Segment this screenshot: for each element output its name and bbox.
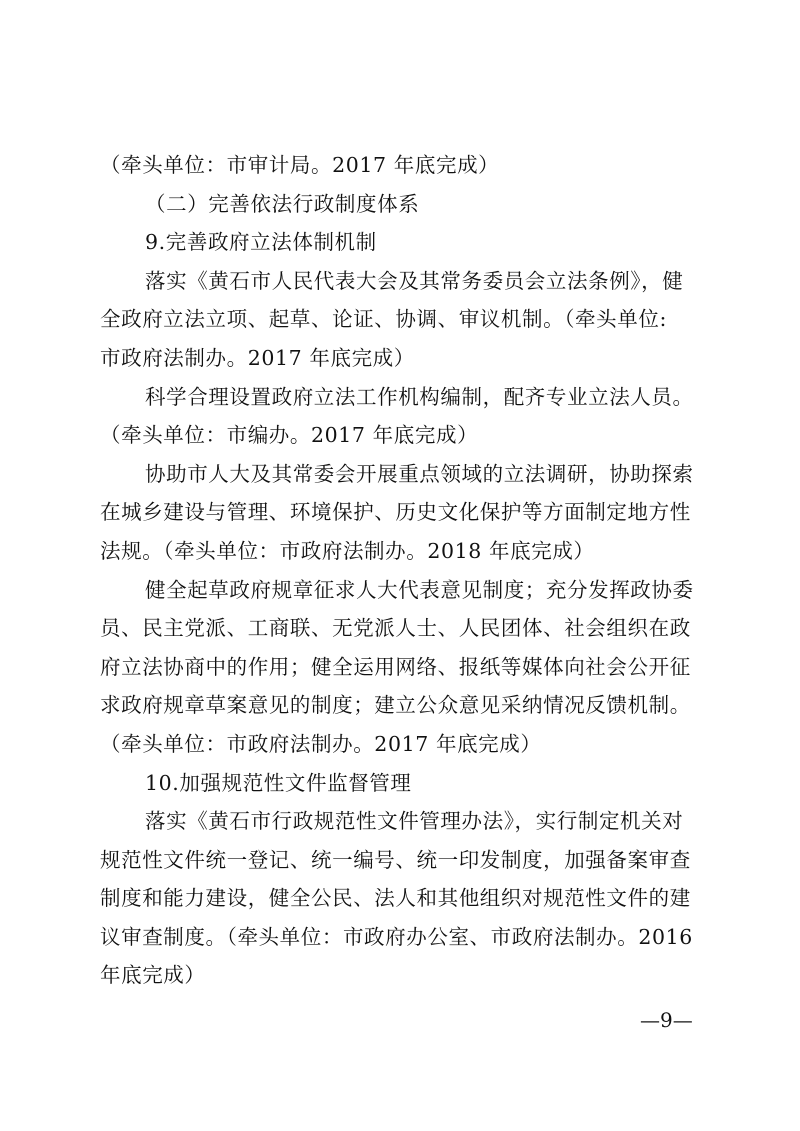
text-line: 在城乡建设与管理、环境保护、历史文化保护等方面制定地方性	[100, 500, 691, 525]
text-line: 议审查制度。（牵头单位：市政府办公室、市政府法制办。2016	[100, 924, 693, 949]
subsection-heading: 9.完善政府立法体制机制	[145, 230, 377, 255]
text-line: 求政府规章草案意见的制度；建立公众意见采纳情况反馈机制。	[100, 693, 691, 718]
page-number: —9—	[640, 1008, 693, 1032]
text-line: 协助市人大及其常委会开展重点领域的立法调研，协助探索	[145, 461, 694, 486]
text-line: 健全起草政府规章征求人大代表意见制度；充分发挥政协委	[145, 577, 694, 602]
text-line: 落实《黄石市人民代表大会及其常务委员会立法条例》，健	[145, 268, 684, 293]
text-line: 府立法协商中的作用；健全运用网络、报纸等媒体向社会公开征	[100, 654, 691, 679]
text-line: 法规。（牵头单位：市政府法制办。2018 年底完成）	[100, 538, 595, 563]
text-line: （牵头单位：市政府法制办。2017 年底完成）	[100, 731, 542, 756]
text-line: 员、民主党派、工商联、无党派人士、人民团体、社会组织在政	[100, 616, 691, 641]
text-line: 落实《黄石市行政规范性文件管理办法》，实行制定机关对	[145, 809, 684, 834]
subsection-heading: 10.加强规范性文件监督管理	[145, 770, 412, 795]
document-body	[100, 146, 698, 995]
text-line: 市政府法制办。2017 年底完成）	[100, 345, 415, 370]
text-line: 全政府立法立项、起草、论证、协调、审议机制。（牵头单位:	[100, 307, 667, 332]
text-line: 规范性文件统一登记、统一编号、统一印发制度，加强备案审查	[100, 847, 691, 872]
text-line: （牵头单位：市编办。2017 年底完成）	[100, 423, 479, 448]
text-line: 年底完成）	[100, 963, 206, 988]
text-line: 科学合理设置政府立法工作机构编制，配齐专业立法人员。	[145, 384, 694, 409]
section-heading: （二）完善依法行政制度体系	[145, 191, 420, 216]
text-line: 制度和能力建设，健全公民、法人和其他组织对规范性文件的建	[100, 886, 691, 911]
text-line: （牵头单位：市审计局。2017 年底完成）	[100, 153, 500, 177]
